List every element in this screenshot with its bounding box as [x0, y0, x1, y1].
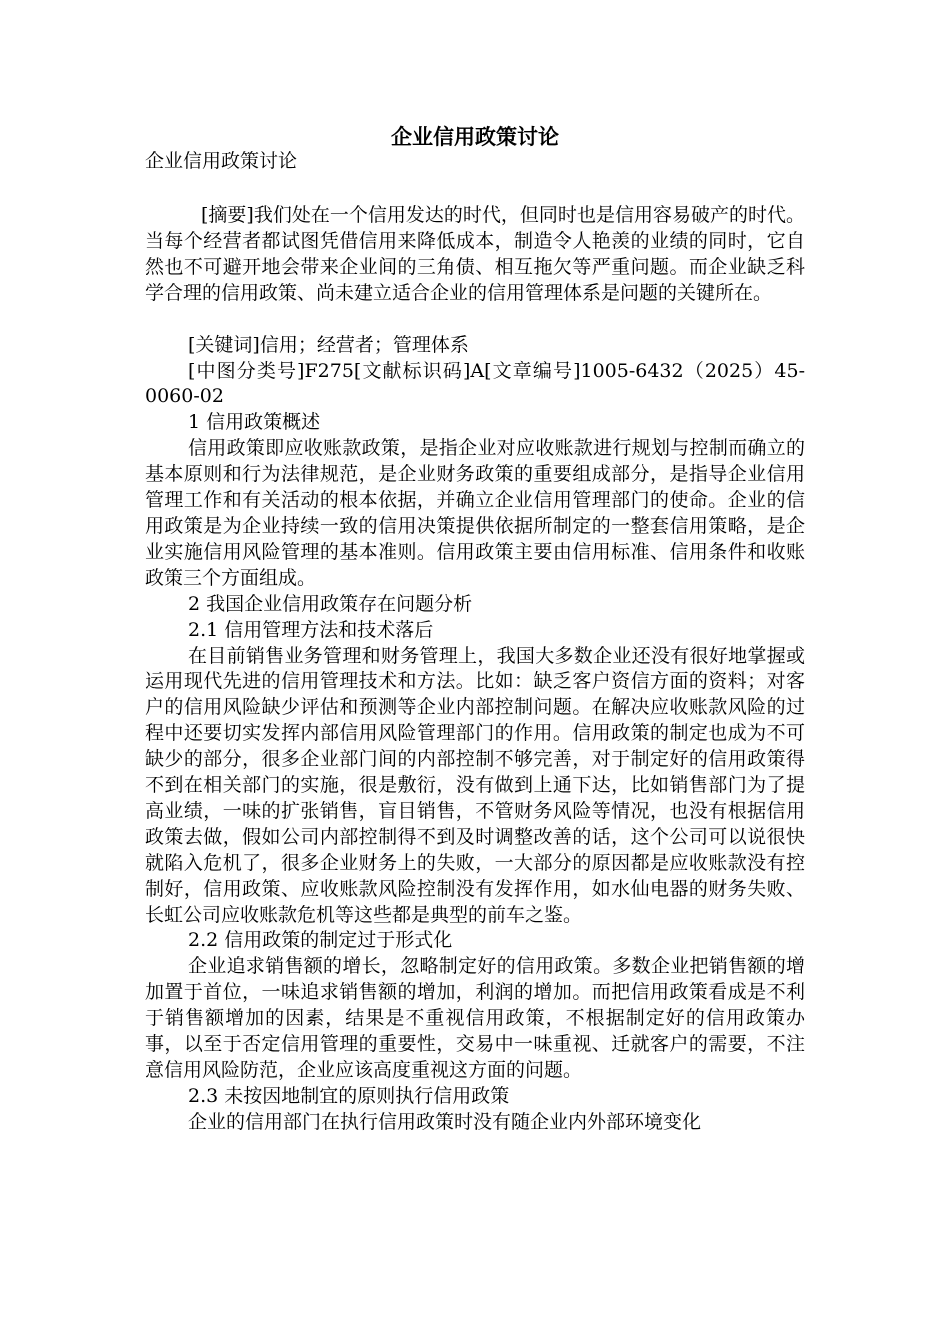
section-2-3-heading: 2.3 未按因地制宜的原则执行信用政策 [188, 1084, 510, 1107]
section-1-paragraph: 信用政策即应收账款政策，是指企业对应收账款进行规划与控制而确立的基本原则和行为法律规范，是企业财务政策的重要组成部分，是指导企业信用管理工作和有关活动的根本依据，并确立企业信用管理部门的使命。企业的信用政策是为企业持续一致的信用决策提供依据所制定的一整套信用策略，是企业实施信用风险管理的基本准则。信用政策主要由信用标准、信用条件和收账政策三个方面组成。 [145, 437, 805, 589]
section-2-1-paragraph: 在目前销售业务管理和财务管理上，我国大多数企业还没有很好地掌握或运用现代先进的信用管理技术和方法。比如：缺乏客户资信方面的资料；对客户的信用风险缺少评估和预测等企业内部控制问题。在解决应收账款风险的过程中还要切实发挥内部信用风险管理部门的作用。信用政策的制定也成为不可缺少的部分，很多企业部门间的内部控制不够完善，对于制定好的信用政策得不到在相关部门的实施，很是敷衍，没有做到上通下达，比如销售部门为了提高业绩，一味的扩张销售，盲目销售，不管财务风险等情况，也没有根据信用政策去做，假如公司内部控制得不到及时调整改善的话，这个公司可以说很快就陷入危机了，很多企业财务上的失败，一大部分的原因都是应收账款没有控制好，信用政策、应收账款风险控制没有发挥作用，如水仙电器的财务失败、长虹公司应收账款危机等这些都是典型的前车之鉴。 [145, 644, 805, 926]
classification-line: [中图分类号]F275[文献标识码]A[文章编号]1005-6432（2025）45-0060-02 [145, 359, 805, 408]
section-2-2-paragraph: 企业追求销售额的增长，忽略制定好的信用政策。多数企业把销售额的增加置于首位，一味追求销售额的增加，利润的增加。而把信用政策看成是不利于销售额增加的因素，结果是不重视信用政策，不根据制定好的信用政策办事，以至于否定信用管理的重要性，交易中一味重视、迁就客户的需要，不注意信用风险防范，企业应该高度重视这方面的问题。 [145, 955, 805, 1081]
section-2-heading: 2 我国企业信用政策存在问题分析 [188, 592, 473, 615]
section-1-heading: 1 信用政策概述 [188, 411, 321, 434]
spacer [145, 307, 805, 333]
section-2-3-paragraph: 企业的信用部门在执行信用政策时没有随企业内外部环境变化 [188, 1110, 702, 1133]
keywords-line: [关键词]信用；经营者；管理体系 [188, 333, 469, 356]
section-2-2-heading: 2.2 信用政策的制定过于形式化 [188, 929, 453, 952]
abstract-paragraph: [摘要]我们处在一个信用发达的时代，但同时也是信用容易破产的时代。当每个经营者都试图凭借信用来降低成本，制造令人艳羡的业绩的同时，它自然也不可避开地会带来企业间的三角债、相互拖欠等严重问题。而企业缺乏科学合理的信用政策、尚未建立适合企业的信用管理体系是问题的关键所在。 [145, 204, 805, 304]
document-subtitle: 企业信用政策讨论 [145, 150, 298, 172]
document-title: 企业信用政策讨论 [391, 125, 559, 149]
article-body [145, 203, 805, 1136]
section-2-1-heading: 2.1 信用管理方法和技术落后 [188, 618, 434, 641]
